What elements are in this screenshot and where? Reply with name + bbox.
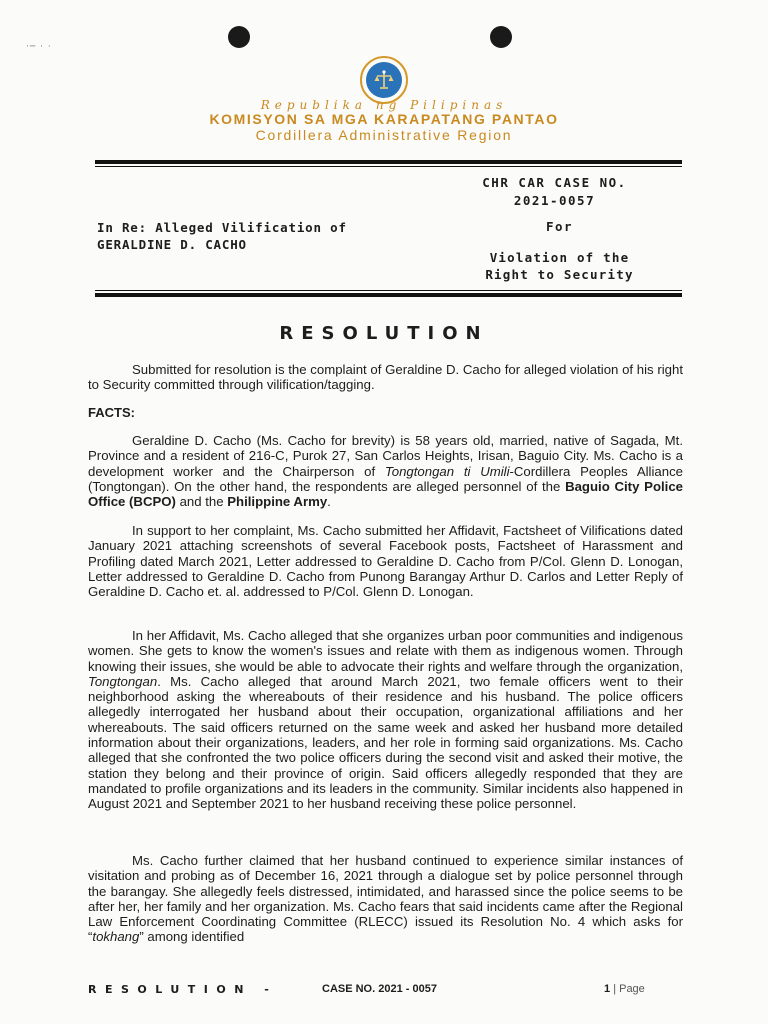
header-region: Cordillera Administrative Region bbox=[255, 127, 513, 143]
in-re-caption bbox=[97, 219, 397, 253]
case-number-value: 2021-0057 bbox=[513, 193, 596, 208]
p4-tokhang: tokhang bbox=[92, 929, 140, 945]
facts-heading: FACTS: bbox=[88, 405, 135, 420]
page-number: 1 bbox=[604, 983, 611, 995]
p3-text-c: . Ms. Cacho alleged that around March 2021, two female officers went to their neighborhood asking the whereabouts of their residence and his husband. The police officers allegedly interrogated her husband about their occupation, organizational affiliations and her whereabouts. The said officers returned on the same week and asked her husband more detailed information about their organizations, leaders, and her role in forming said organizations. Ms. Cacho alleged that she confronted the two police officers during the second visit and asked their motive, the station they belong and their province of origin. Said officers allegedly responded that they are mandated to profile organizations and its leaders in the community. Similar incidents also happened in August 2021 and September 2021 to her husband receiving these police personnel. bbox=[88, 673, 683, 812]
intro-paragraph bbox=[88, 362, 683, 393]
p1-text-g: . bbox=[327, 494, 331, 510]
case-number bbox=[472, 174, 637, 210]
in-re-line: In Re: Alleged Vilification of bbox=[97, 220, 347, 235]
footer-page-number bbox=[604, 983, 645, 995]
facts-paragraph-2 bbox=[88, 523, 683, 599]
p1-respondent-bcpo: Baguio City Police Office (BCPO) bbox=[88, 478, 684, 510]
for-label: For bbox=[545, 219, 574, 234]
footer-case-number: CASE NO. 2021 - 0057 bbox=[322, 983, 437, 995]
p3-org-name: Tongtongan bbox=[88, 673, 158, 689]
p1-org-name: Tongtongan ti Umili bbox=[384, 463, 510, 479]
p1-text-e: and the bbox=[175, 494, 228, 510]
scan-mark: ·─ · · bbox=[26, 42, 52, 52]
p3-text-a: In her Affidavit, Ms. Cacho alleged that she organizes urban poor communities and indigenous women. She gets to know the women's issues and relate with them as indigenous women. Through knowing their issues, she would be able to advocate their rights and welfare through the organization, bbox=[88, 628, 683, 674]
header-komisyon: KOMISYON SA MGA KARAPATANG PANTAO bbox=[209, 111, 559, 127]
violation-line-1: Violation of the bbox=[489, 250, 630, 265]
caption-bottom-rule-thick bbox=[95, 293, 682, 297]
p4-text-c: ” among identified bbox=[139, 929, 245, 945]
footer-resolution-label: RESOLUTION - bbox=[88, 983, 278, 996]
p2-text: In support to her complaint, Ms. Cacho submitted her Affidavit, Factsheet of Vilifications dated January 2021 attaching screenshots of several Facebook posts, Factsheet of Harassment and Profiling dated March 2021, Letter addressed to Geraldine D. Cacho from P/Col. Glenn D. Lonogan, Letter addressed to Geraldine D. Cacho from Punong Barangay Arthur D. Carlos and Letter Reply of Geraldine D. Cacho et. al. addressed to P/Col. Glenn D. Lonogan. bbox=[88, 523, 683, 600]
violation-caption bbox=[472, 249, 647, 283]
facts-paragraph-3 bbox=[88, 628, 683, 812]
intro-text: Submitted for resolution is the complaint of Geraldine D. Cacho for alleged violation of his right to Security committed through vilification/tagging. bbox=[88, 362, 683, 393]
p1-text-a: Geraldine D. Cacho (Ms. Cacho for brevity) is 58 years old, married, native of Sagada, Mt. Province and a resident of 216-C, Purok 27, San Carlos Heights, Irisan, Baguio City. Ms. Cacho is a development worker and the Chairperson of bbox=[88, 433, 683, 479]
caption-bottom-rule-thin bbox=[95, 290, 682, 291]
p1-text-c: -Cordillera Peoples Alliance (Tongtongan). On the other hand, the respondents are alleged personnel of the bbox=[88, 463, 683, 494]
resolution-title: RESOLUTION bbox=[279, 323, 489, 344]
caption-top-rule-thick bbox=[95, 160, 682, 164]
commission-seal-icon bbox=[360, 56, 408, 104]
header-republika: Republika ng Pilipinas bbox=[260, 98, 508, 112]
facts-paragraph-1 bbox=[88, 433, 683, 509]
facts-paragraph-4 bbox=[88, 853, 683, 945]
p1-respondent-army: Philippine Army bbox=[227, 494, 328, 510]
complainant-name: GERALDINE D. CACHO bbox=[97, 237, 247, 252]
page-label: | Page bbox=[613, 983, 645, 995]
case-number-label: CHR CAR CASE NO. bbox=[482, 175, 627, 190]
punch-hole-right bbox=[490, 26, 512, 48]
p4-text-a: Ms. Cacho further claimed that her husband continued to experience similar instances of visitation and probing as of December 16, 2021 through a dialogue set by police personnel through the barangay. She allegedly feels distressed, intimidated, and harassed since the police seems to be after her, her family and her organization. Ms. Cacho fears that said incidents came after the Regional Law Enforcement Coordinating Committee (RLECC) issued its Resolution No. 4 which asks for “ bbox=[88, 853, 683, 945]
caption-top-rule-thin bbox=[95, 166, 682, 167]
violation-line-2: Right to Security bbox=[485, 267, 634, 282]
punch-hole-left bbox=[228, 26, 250, 48]
